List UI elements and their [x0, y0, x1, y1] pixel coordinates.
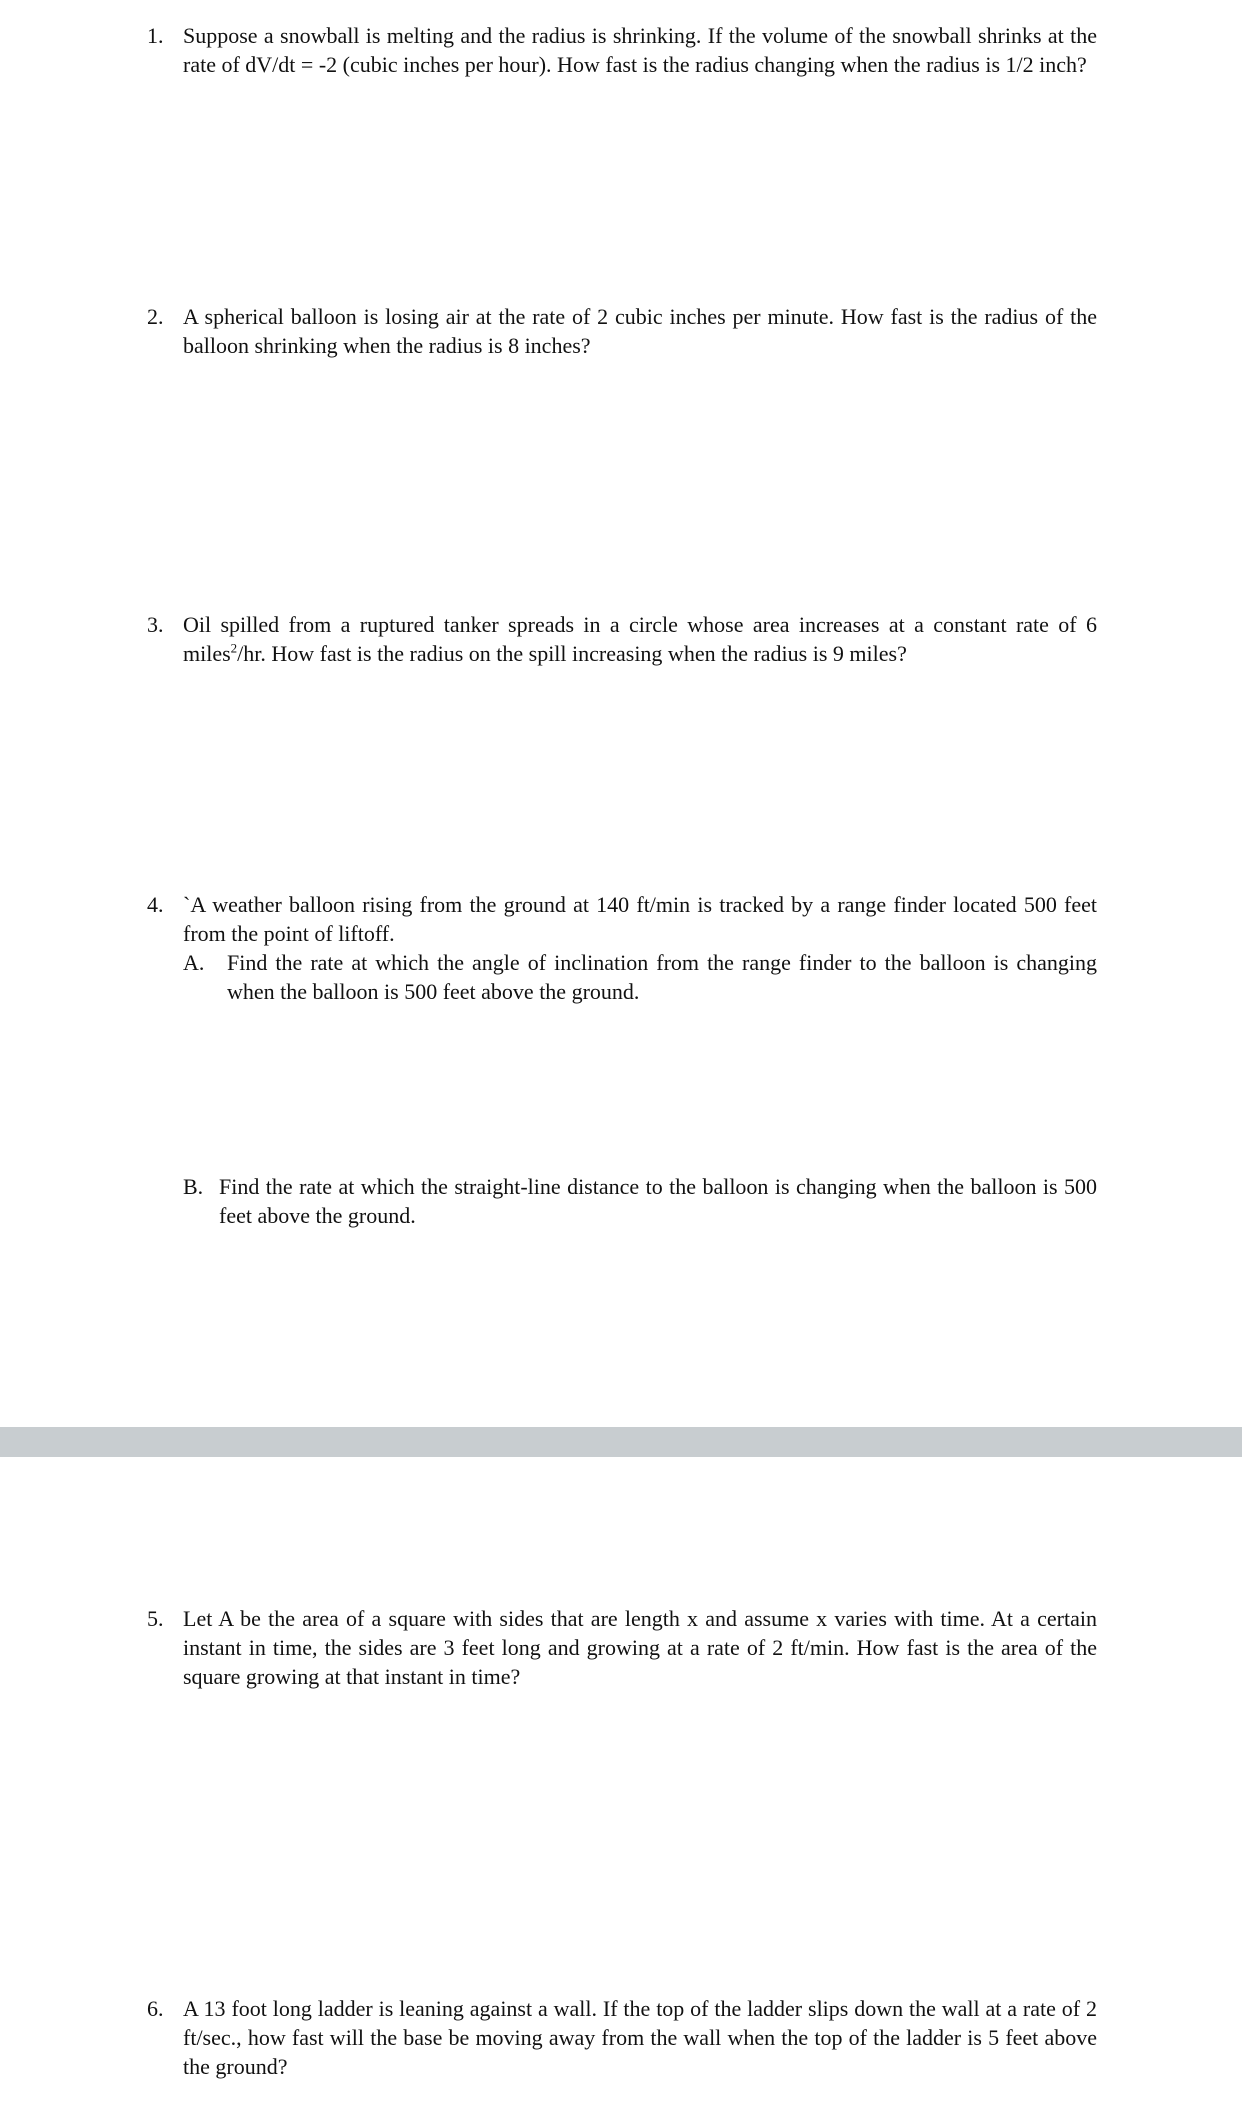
question-5	[147, 1604, 1097, 1691]
question-4-part-b	[183, 1172, 1097, 1230]
question-text-part: /hr. How fast is the radius on the spill increasing when the radius is 9 miles?	[237, 641, 907, 666]
question-6	[147, 1994, 1097, 2081]
question-number: 2.	[147, 304, 164, 329]
question-number: 1.	[147, 23, 164, 48]
question-text: A spherical balloon is losing air at the rate of 2 cubic inches per minute. How fast is the radius of the balloon shrinking when the radius is 8 inches?	[183, 304, 1097, 358]
part-label: B.	[183, 1174, 204, 1199]
question-4	[147, 890, 1097, 948]
question-number: 5.	[147, 1606, 164, 1631]
question-text: Let A be the area of a square with sides that are length x and assume x varies with time. At a certain instant in time, the sides are 3 feet long and growing at a rate of 2 ft/min. How fast is the area of the square growing at that instant in time?	[183, 1606, 1097, 1689]
question-2	[147, 302, 1097, 360]
part-label: A.	[183, 950, 205, 975]
question-text: `A weather balloon rising from the ground at 140 ft/min is tracked by a range finder located 500 feet from the point of liftoff.	[183, 892, 1097, 946]
question-text	[183, 610, 1097, 668]
question-number: 6.	[147, 1996, 164, 2021]
question-text: A 13 foot long ladder is leaning against a wall. If the top of the ladder slips down the wall at a rate of 2 ft/sec., how fast will the base be moving away from the wall when the top of the ladder is 5 feet above the ground?	[183, 1996, 1097, 2079]
question-text-part: Oil spilled from a ruptured tanker spreads in a circle whose area increases at a constant rate of 6 miles	[183, 612, 1097, 666]
question-number: 3.	[147, 612, 164, 637]
part-text: Find the rate at which the angle of inclination from the range finder to the balloon is changing when the balloon is 500 feet above the ground.	[227, 950, 1097, 1004]
question-4-part-a	[183, 948, 1097, 1006]
page-separator	[0, 1427, 1242, 1457]
superscript: 2	[230, 640, 238, 656]
part-text: Find the rate at which the straight-line distance to the balloon is changing when the balloon is 500 feet above the ground.	[219, 1174, 1097, 1228]
question-text: Suppose a snowball is melting and the radius is shrinking. If the volume of the snowball shrinks at the rate of dV/dt = -2 (cubic inches per hour). How fast is the radius changing when the radius is 1/2 inch?	[183, 23, 1097, 77]
question-number: 4.	[147, 892, 164, 917]
question-3	[147, 610, 1097, 668]
question-1	[147, 21, 1097, 79]
